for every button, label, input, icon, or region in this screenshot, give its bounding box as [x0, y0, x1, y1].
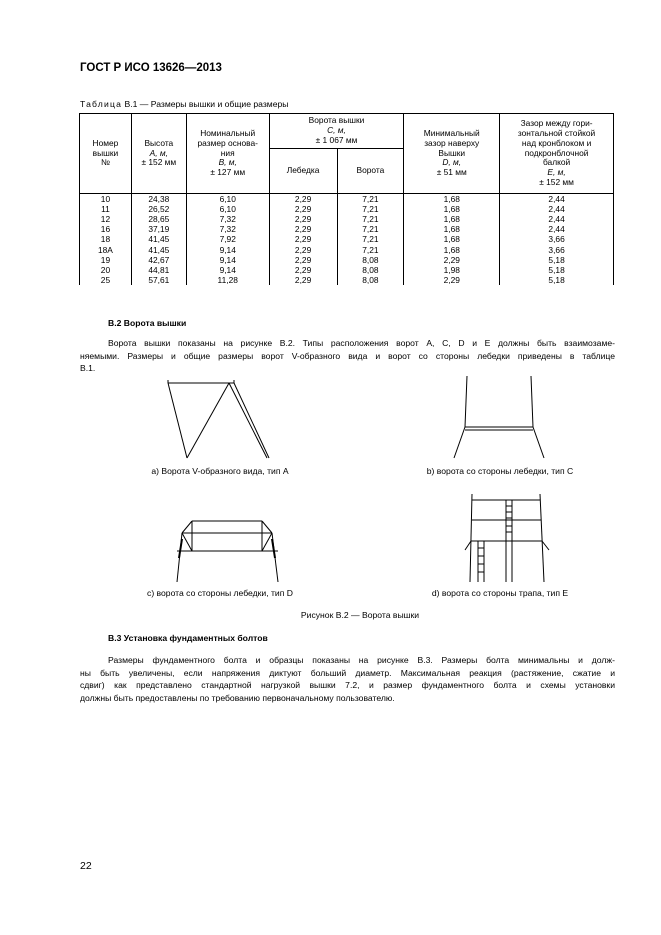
table-cell: 2,44	[500, 204, 614, 214]
table-cell: 2,44	[500, 214, 614, 224]
table-cell: 2,29	[269, 194, 337, 205]
header-crown-clearance: Зазор между гори- зонтальной стойкой над кронблоком и подкронблочной балкой E, м, ± 152 мм	[500, 114, 614, 194]
table-cell: 2,44	[500, 194, 614, 205]
table-cell: 9,14	[186, 255, 269, 265]
table-cell: 2,29	[269, 265, 337, 275]
table-cell: 1,68	[404, 204, 500, 214]
table-cell: 11	[80, 204, 132, 214]
table-cell: 2,29	[404, 255, 500, 265]
table-cell: 7,21	[337, 214, 404, 224]
table-cell: 2,29	[269, 255, 337, 265]
table-cell: 8,08	[337, 255, 404, 265]
header-base-size: Номинальный размер основа- ния B, м, ± 127 мм	[186, 114, 269, 194]
table-cell: 1,98	[404, 265, 500, 275]
table-caption-word: Таблица	[80, 99, 123, 109]
table-cell: 37,19	[131, 224, 186, 234]
table-cell: 7,21	[337, 194, 404, 205]
table-cell: 1,68	[404, 194, 500, 205]
b3-line-4: должны быть предоставлены по требованию первоначальному пользователю.	[80, 692, 395, 703]
table-cell: 3,66	[500, 234, 614, 244]
header-gate: Ворота	[337, 149, 404, 194]
table-cell: 41,45	[131, 244, 186, 254]
b3-line-3: сдвиг) как представлено стандартной нагрузкой вышки 7.2, и размер фундаментного болта и схемы установки	[80, 680, 615, 691]
table-cell: 2,29	[404, 275, 500, 285]
table-cell: 1,68	[404, 244, 500, 254]
figure-d-caption: d) ворота со стороны трапа, тип E	[431, 588, 569, 598]
table-cell: 7,32	[186, 224, 269, 234]
table-cell: 6,10	[186, 194, 269, 205]
table-cell: 2,29	[269, 224, 337, 234]
table-cell: 5,18	[500, 265, 614, 275]
table-cell: 7,21	[337, 244, 404, 254]
table-cell: 25	[80, 275, 132, 285]
b2-line-3: В.1.	[80, 363, 96, 374]
table-cell: 12	[80, 214, 132, 224]
header-derrick-number: Номер вышки №	[80, 114, 132, 194]
b2-line-1: Ворота вышки показаны на рисунке В.2. Типы расположения ворот A, C, D и E должны быть взаимозаме-	[108, 338, 615, 348]
header-min-clearance: Минимальный зазор наверху Вышки D, м, ± 51 мм	[404, 114, 500, 194]
table-cell: 11,28	[186, 275, 269, 285]
table-cell: 24,38	[131, 194, 186, 205]
table-cell: 1,68	[404, 234, 500, 244]
table-cell: 8,08	[337, 275, 404, 285]
table-cell: 2,29	[269, 244, 337, 254]
table-cell: 19	[80, 255, 132, 265]
table-cell: 28,65	[131, 214, 186, 224]
table-cell: 42,67	[131, 255, 186, 265]
table-cell: 57,61	[131, 275, 186, 285]
table-cell: 20	[80, 265, 132, 275]
header-drawworks: Лебедка	[269, 149, 337, 194]
table-cell: 7,21	[337, 234, 404, 244]
table-cell: 5,18	[500, 275, 614, 285]
header-gate-group: Ворота вышки C, м, ± 1 067 мм	[269, 114, 404, 149]
figure-a-caption: а) Ворота V-образного вида, тип А	[151, 466, 289, 476]
table-cell: 5,18	[500, 255, 614, 265]
section-b3-heading: В.3 Установка фундаментных болтов	[108, 633, 268, 643]
table-cell: 1,68	[404, 214, 500, 224]
b3-line-2: ны быть увеличены, если напряжения диктуют больший диаметр. Максимальная реакция (растяжение, сжатие и	[80, 667, 615, 678]
table-cell: 41,45	[131, 234, 186, 244]
b3-line-1: Размеры фундаментного болта и образцы показаны на рисунке В.3. Размеры болта минимальны и долж-	[108, 655, 615, 665]
figure-caption: Рисунок В.2 — Ворота вышки	[300, 610, 420, 620]
table-cell: 3,66	[500, 244, 614, 254]
table-cell: 18A	[80, 244, 132, 254]
table-caption-text: В.1 — Размеры вышки и общие размеры	[122, 99, 289, 109]
table-cell: 2,29	[269, 234, 337, 244]
figure-c-caption: с) ворота со стороны лебедки, тип D	[147, 588, 293, 598]
table-cell: 2,44	[500, 224, 614, 234]
table-cell: 9,14	[186, 265, 269, 275]
table-cell: 2,29	[269, 214, 337, 224]
table-cell: 18	[80, 234, 132, 244]
table-cell: 16	[80, 224, 132, 234]
table-cell: 1,68	[404, 224, 500, 234]
header-height: Высота А, м, ± 152 мм	[131, 114, 186, 194]
table-cell: 9,14	[186, 244, 269, 254]
table-cell: 7,21	[337, 204, 404, 214]
table-cell: 8,08	[337, 265, 404, 275]
table-cell: 7,32	[186, 214, 269, 224]
b2-line-2: няемыми. Размеры и общие размеры ворот V-образного вида и ворот со стороны лебедки приведены в таблице	[80, 350, 615, 361]
table-cell: 7,92	[186, 234, 269, 244]
table-cell: 10	[80, 194, 132, 205]
table-cell: 26,52	[131, 204, 186, 214]
table-cell: 6,10	[186, 204, 269, 214]
figure-b-caption: b) ворота со стороны лебедки, тип С	[426, 466, 574, 476]
table-cell: 2,29	[269, 275, 337, 285]
document-header: ГОСТ Р ИСО 13626—2013	[80, 62, 222, 74]
section-b2-heading: В.2 Ворота вышки	[108, 318, 187, 328]
table-cell: 7,21	[337, 224, 404, 234]
page-number: 22	[80, 860, 92, 872]
section-b3-paragraph	[80, 654, 615, 704]
table-cell: 44,81	[131, 265, 186, 275]
table-cell: 2,29	[269, 204, 337, 214]
